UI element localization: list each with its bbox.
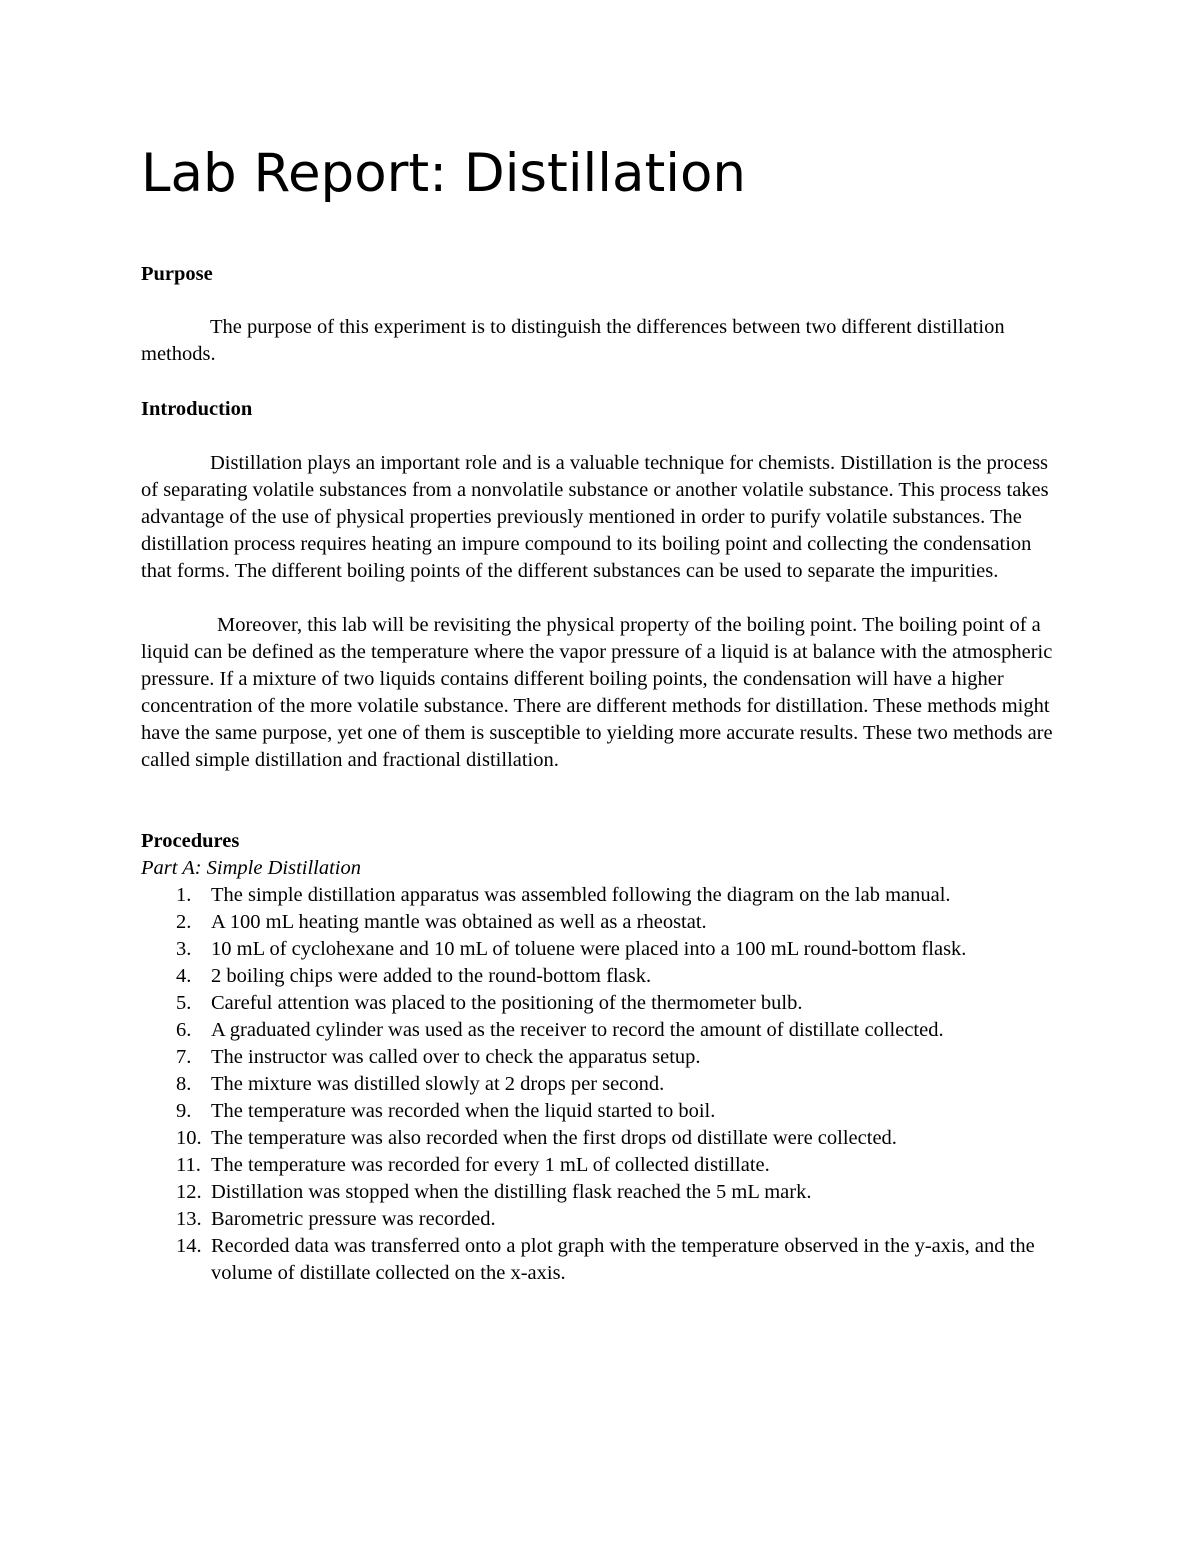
purpose-text: The purpose of this experiment is to distinguish the differences between two different distillation methods. xyxy=(141,316,1005,365)
procedure-step-number: 1. xyxy=(176,884,192,906)
procedure-step xyxy=(141,1233,1056,1287)
procedure-step xyxy=(141,1044,1056,1071)
procedure-step xyxy=(141,909,1056,936)
procedure-step xyxy=(141,1179,1056,1206)
procedure-step-number: 13. xyxy=(176,1208,202,1230)
procedure-step-text: Barometric pressure was recorded. xyxy=(211,1208,496,1230)
procedure-step xyxy=(141,1071,1056,1098)
introduction-text-1: Distillation plays an important role and is a valuable technique for chemists. Distillation is the process of separating volatile substances from a nonvolatile substance or another volatile substance. This process takes advantage of the use of physical properties previously mentioned in order to purify volatile substances. The distillation process requires heating an impure compound to its boiling point and collecting the condensation that forms. The different boiling points of the different substances can be used to separate the impurities. xyxy=(141,452,1049,582)
procedure-step-number: 11. xyxy=(176,1154,201,1176)
procedure-step-number: 10. xyxy=(176,1127,202,1149)
procedure-step-number: 8. xyxy=(176,1073,192,1095)
procedure-step xyxy=(141,936,1056,963)
procedure-step-text: The simple distillation apparatus was assembled following the diagram on the lab manual. xyxy=(211,884,951,906)
procedure-step-text: The mixture was distilled slowly at 2 drops per second. xyxy=(211,1073,665,1095)
procedure-step-text: A graduated cylinder was used as the receiver to record the amount of distillate collected. xyxy=(211,1019,944,1041)
procedure-step-text: Recorded data was transferred onto a plot graph with the temperature observed in the y-axis, and the volume of distillate collected on the x-axis. xyxy=(211,1235,1035,1284)
procedure-step-number: 5. xyxy=(176,992,192,1014)
procedure-step-number: 2. xyxy=(176,911,192,933)
procedure-step-number: 12. xyxy=(176,1181,202,1203)
procedure-step-number: 14. xyxy=(176,1235,202,1257)
introduction-paragraph-1 xyxy=(141,450,1056,585)
procedure-step-text: 10 mL of cyclohexane and 10 mL of toluene were placed into a 100 mL round-bottom flask. xyxy=(211,938,967,960)
procedure-step-text: The temperature was recorded for every 1 mL of collected distillate. xyxy=(211,1154,770,1176)
procedures-heading: Procedures xyxy=(141,830,240,852)
procedure-step-text: The instructor was called over to check the apparatus setup. xyxy=(211,1046,701,1068)
procedure-step xyxy=(141,1152,1056,1179)
purpose-heading: Purpose xyxy=(141,263,213,285)
purpose-paragraph xyxy=(141,314,1056,368)
procedure-step-number: 6. xyxy=(176,1019,192,1041)
procedure-step xyxy=(141,1125,1056,1152)
introduction-paragraph-2 xyxy=(141,612,1056,774)
procedure-step-text: Careful attention was placed to the positioning of the thermometer bulb. xyxy=(211,992,803,1014)
introduction-heading: Introduction xyxy=(141,398,253,420)
procedure-step-text: 2 boiling chips were added to the round-bottom flask. xyxy=(211,965,652,987)
document-title: Lab Report: Distillation xyxy=(141,143,746,204)
procedure-step xyxy=(141,990,1056,1017)
procedure-step xyxy=(141,963,1056,990)
procedure-step xyxy=(141,1098,1056,1125)
procedure-step-number: 9. xyxy=(176,1100,192,1122)
procedure-step-number: 3. xyxy=(176,938,192,960)
procedure-step-text: Distillation was stopped when the distilling flask reached the 5 mL mark. xyxy=(211,1181,812,1203)
procedure-step xyxy=(141,882,1056,909)
procedure-step-number: 7. xyxy=(176,1046,192,1068)
procedure-step xyxy=(141,1017,1056,1044)
procedure-step-text: The temperature was recorded when the liquid started to boil. xyxy=(211,1100,716,1122)
procedure-step-text: A 100 mL heating mantle was obtained as well as a rheostat. xyxy=(211,911,707,933)
procedure-step-number: 4. xyxy=(176,965,192,987)
procedure-steps-list xyxy=(141,882,1061,1287)
procedure-step-text: The temperature was also recorded when the first drops od distillate were collected. xyxy=(211,1127,897,1149)
part-a-title: Part A: Simple Distillation xyxy=(141,857,361,879)
introduction-text-2: Moreover, this lab will be revisiting the physical property of the boiling point. The boiling point of a liquid can be defined as the temperature where the vapor pressure of a liquid is at balance with the atmospheric pressure. If a mixture of two liquids contains different boiling points, the condensation will have a higher concentration of the more volatile substance. There are different methods for distillation. These methods might have the same purpose, yet one of them is susceptible to yielding more accurate results. These two methods are called simple distillation and fractional distillation. xyxy=(141,614,1053,771)
procedure-step xyxy=(141,1206,1056,1233)
